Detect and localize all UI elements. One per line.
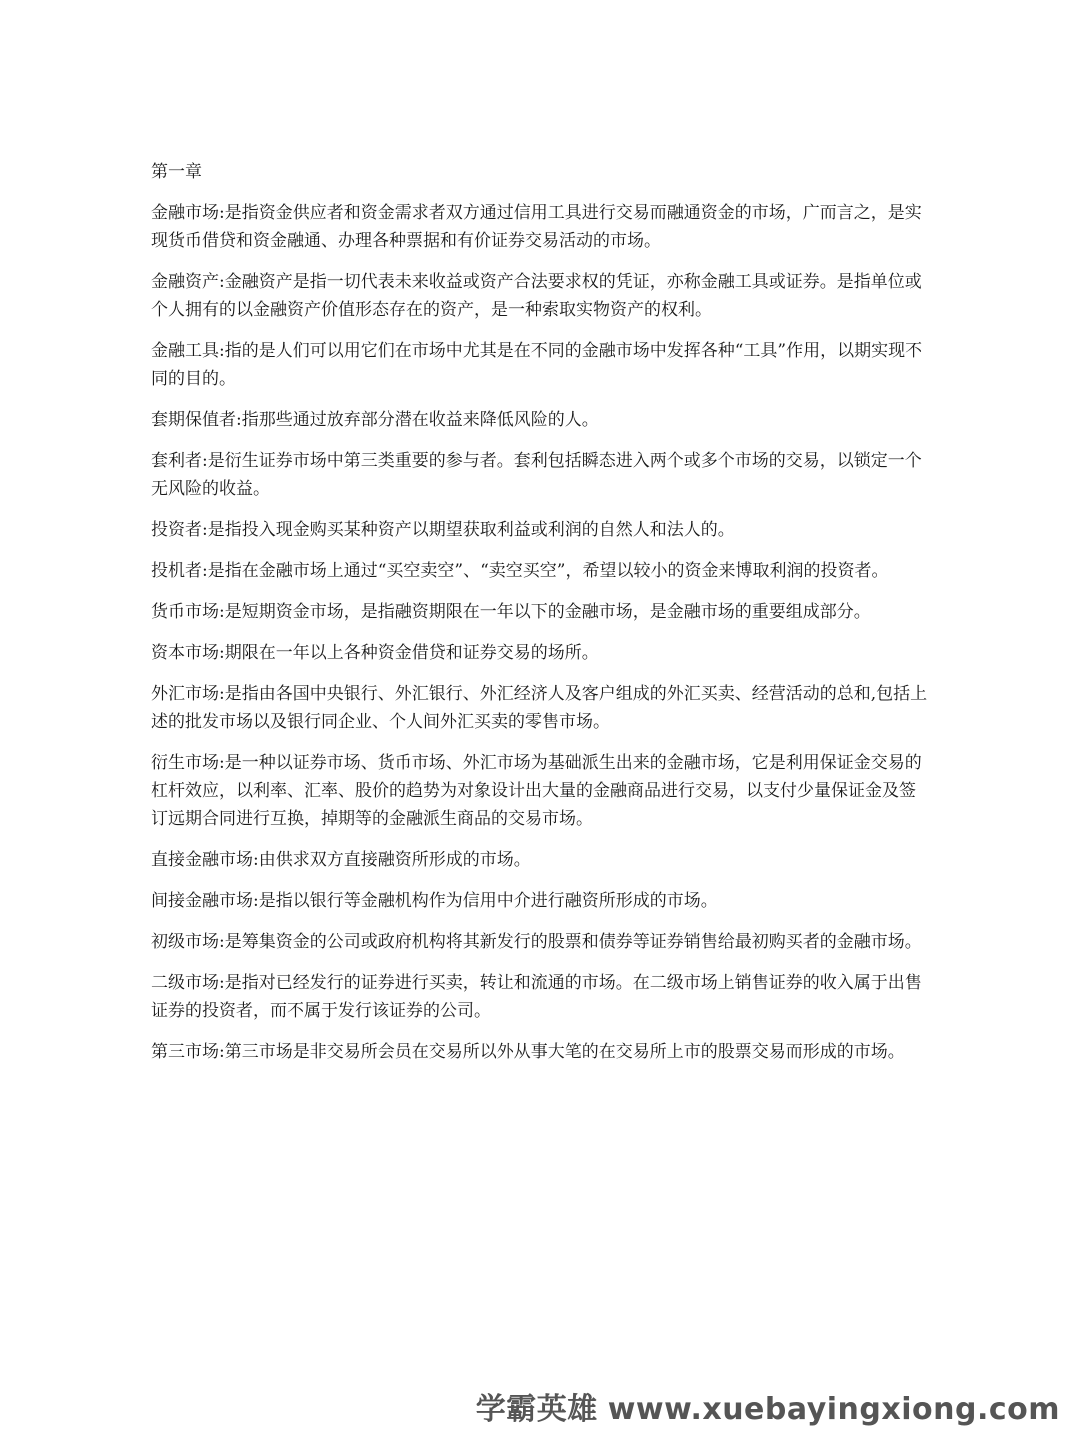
definition-paragraph: 直接金融市场:由供求双方直接融资所形成的市场。	[151, 850, 531, 870]
definition-paragraph: 衍生市场:是一种以证券市场、货币市场、外汇市场为基础派生出来的金融市场，它是利用保证金交易的杠杆效应，以利率、汇率、股价的趋势为对象设计出大量的金融商品进行交易，以支付少量保证金及签订远期合同进行互换，掉期等的金融派生商品的交易市场。	[151, 753, 922, 829]
watermark-brand: 学霸英雄	[475, 1392, 598, 1427]
chapter-heading: 第一章	[151, 162, 202, 182]
definition-paragraph: 投机者:是指在金融市场上通过“买空卖空”、“卖空买空”，希望以较小的资金来博取利润的投资者。	[151, 561, 889, 581]
definition-paragraph: 套期保值者:指那些通过放弃部分潜在收益来降低风险的人。	[151, 410, 599, 430]
definition-paragraph: 间接金融市场:是指以银行等金融机构作为信用中介进行融资所形成的市场。	[151, 891, 718, 911]
definition-paragraph: 金融工具:指的是人们可以用它们在市场中尤其是在不同的金融市场中发挥各种“工具”作用，以期实现不同的目的。	[151, 341, 923, 389]
definition-paragraph: 套利者:是衍生证券市场中第三类重要的参与者。套利包括瞬态进入两个或多个市场的交易，以锁定一个无风险的收益。	[151, 451, 922, 499]
definition-paragraph: 投资者:是指投入现金购买某种资产以期望获取利益或利润的自然人和法人的。	[151, 520, 735, 540]
site-watermark	[476, 1384, 1060, 1428]
document-body	[151, 158, 931, 1079]
definition-paragraph: 货币市场:是短期资金市场，是指融资期限在一年以下的金融市场，是金融市场的重要组成部分。	[151, 602, 871, 622]
definition-paragraph: 金融市场:是指资金供应者和资金需求者双方通过信用工具进行交易而融通资金的市场，广而言之，是实现货币借贷和资金融通、办理各种票据和有价证券交易活动的市场。	[151, 203, 922, 251]
definition-paragraph: 资本市场:期限在一年以上各种资金借贷和证券交易的场所。	[151, 643, 599, 663]
definition-paragraph: 外汇市场:是指由各国中央银行、外汇银行、外汇经济人及客户组成的外汇买卖、经营活动的总和,包括上述的批发市场以及银行同企业、个人间外汇买卖的零售市场。	[151, 684, 928, 732]
definition-paragraph: 第三市场:第三市场是非交易所会员在交易所以外从事大笔的在交易所上市的股票交易而形成的市场。	[151, 1042, 905, 1062]
watermark-url: www.xuebayingxiong.com	[607, 1392, 1060, 1427]
definition-paragraph: 金融资产:金融资产是指一切代表未来收益或资产合法要求权的凭证，亦称金融工具或证券。是指单位或个人拥有的以金融资产价值形态存在的资产，是一种索取实物资产的权利。	[151, 272, 922, 320]
definition-paragraph: 初级市场:是筹集资金的公司或政府机构将其新发行的股票和债券等证券销售给最初购买者的金融市场。	[151, 932, 922, 952]
definition-paragraph: 二级市场:是指对已经发行的证券进行买卖，转让和流通的市场。在二级市场上销售证券的收入属于出售证券的投资者，而不属于发行该证券的公司。	[151, 973, 922, 1021]
